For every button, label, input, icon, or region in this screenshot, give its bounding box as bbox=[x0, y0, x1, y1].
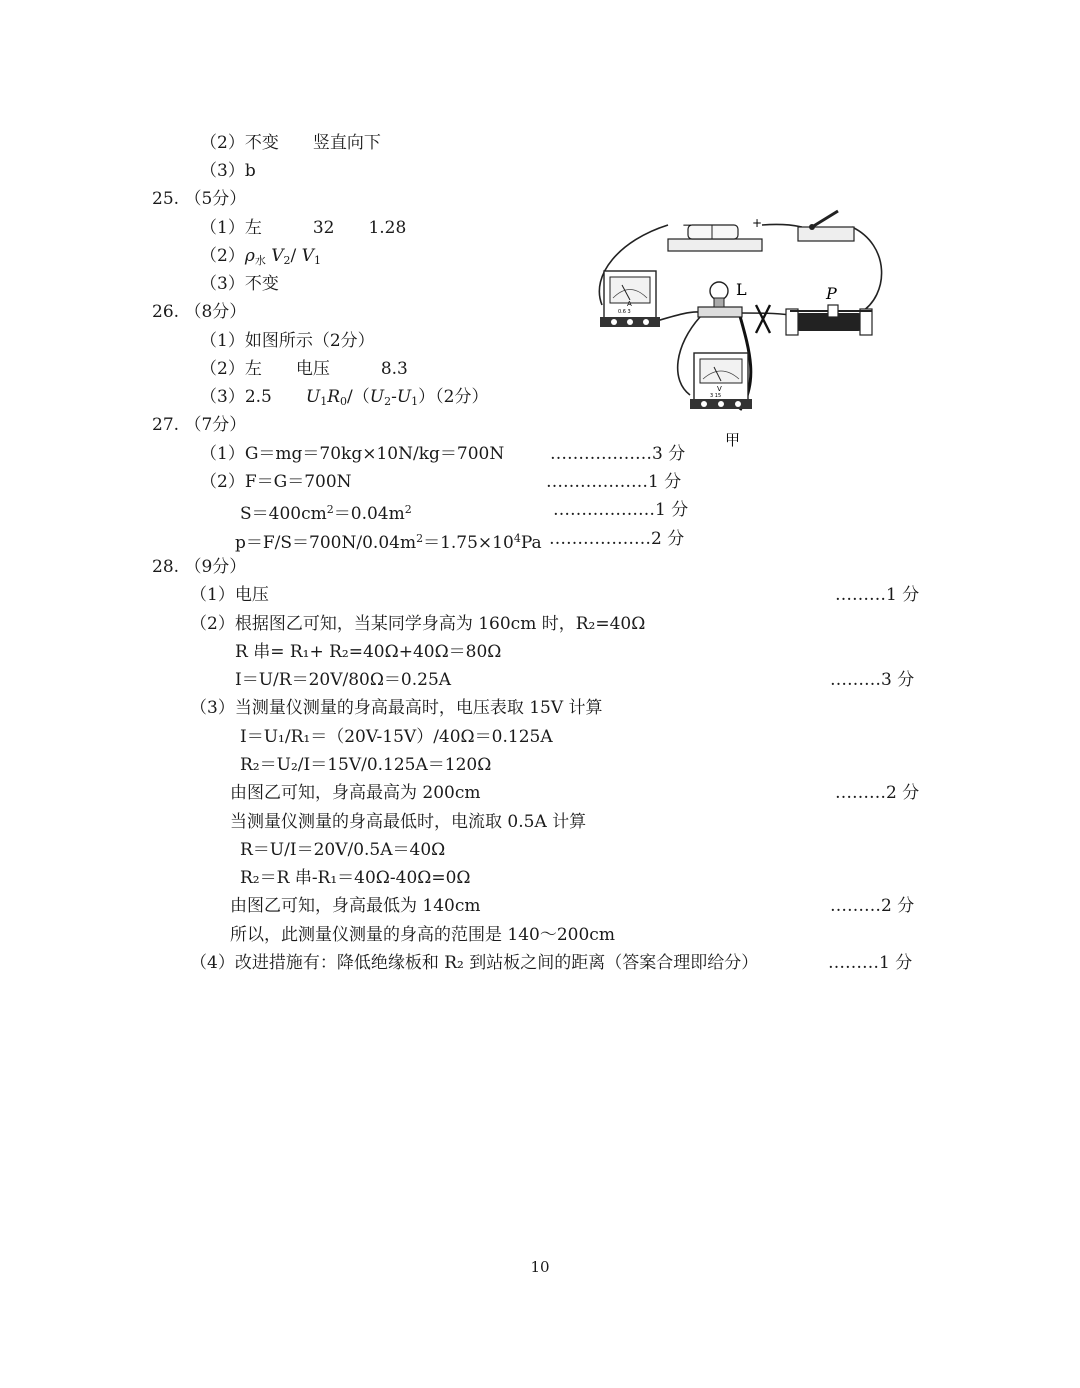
q26-part1: （1）如图所示（2分） bbox=[200, 331, 375, 351]
q26-part3: （3）2.5 $U_1R_0/(U_2-U_1)(2$分） bbox=[200, 387, 489, 408]
q25-part3: （3）不变 bbox=[200, 274, 279, 294]
q28-line12: 由图乙可知，身高最低为 140cm bbox=[230, 896, 481, 916]
ammeter-letter: A bbox=[627, 300, 632, 308]
voltmeter-letter: V bbox=[717, 385, 722, 393]
q28-line6: I＝U₁/R₁＝（20V-15V）/40Ω＝0.125A bbox=[240, 727, 553, 747]
q25-part2: $(2)\rho_水$ $V_2/$ $V_1$ bbox=[200, 246, 321, 267]
q28-line4-points: ………3 分 bbox=[830, 670, 915, 690]
figure-caption: 甲 bbox=[725, 431, 741, 449]
q28-line9: 当测量仪测量的身高最低时，电流取 0.5A 计算 bbox=[230, 812, 587, 832]
cross-mark bbox=[756, 305, 770, 333]
voltmeter-ticks: 3 15 bbox=[710, 393, 722, 399]
ammeter bbox=[600, 271, 660, 327]
battery-plus-label: + bbox=[752, 216, 763, 230]
q28-line1: （1）电压 bbox=[190, 585, 269, 605]
q28-line12-points: ………2 分 bbox=[830, 896, 915, 916]
q27-pressure-points: ………………2 分 bbox=[549, 529, 685, 549]
q27-pressure: $p=F/S=700N/0.04m^2=1.75\times 10^4Pa$ bbox=[235, 532, 542, 553]
q28-line8: 由图乙可知，身高最高为 200cm bbox=[230, 783, 481, 803]
page-number: 10 bbox=[530, 1258, 550, 1276]
ammeter-ticks: 0.6 3 bbox=[618, 309, 631, 315]
bulb bbox=[698, 280, 747, 317]
q28-line14: （4）改进措施有：降低绝缘板和 R₂ 到站板之间的距离（答案合理即给分） bbox=[190, 953, 759, 973]
q28-line7: R₂＝U₂/I＝15V/0.125A＝120Ω bbox=[240, 755, 492, 775]
q27-part1-points: ………………3 分 bbox=[550, 444, 686, 464]
q24-part2: （2）不变 竖直向下 bbox=[200, 133, 381, 153]
circuit-diagram bbox=[590, 205, 890, 455]
battery-minus-label: − bbox=[682, 218, 693, 232]
q28-header: 28. （9分） bbox=[152, 557, 247, 577]
slider-label: P bbox=[826, 284, 837, 303]
q25-header: 25. （5分） bbox=[152, 189, 247, 209]
q28-line4: I＝U/R＝20V/80Ω＝0.25A bbox=[235, 670, 452, 690]
q28-line14-points: ………1 分 bbox=[828, 953, 913, 973]
rheostat bbox=[786, 284, 872, 335]
q28-line3: R 串= R₁+ R₂=40Ω+40Ω＝80Ω bbox=[235, 642, 502, 662]
q28-line11: R₂＝R 串-R₁＝40Ω-40Ω=0Ω bbox=[240, 868, 471, 888]
switch bbox=[798, 211, 854, 241]
q27-area: $S=400cm^2=0.04m^2$ bbox=[240, 503, 412, 524]
q28-line2: （2）根据图乙可知，当某同学身高为 160cm 时，R₂=40Ω bbox=[190, 614, 646, 634]
q28-line5: （3）当测量仪测量的身高最高时，电压表取 15V 计算 bbox=[190, 698, 603, 718]
battery bbox=[668, 216, 762, 251]
q25-part1: （1）左 32 1.28 bbox=[200, 218, 407, 238]
q27-area-points: ………………1 分 bbox=[553, 500, 689, 520]
bulb-label: L bbox=[736, 280, 747, 299]
q28-line8-points: ………2 分 bbox=[835, 783, 920, 803]
q27-part2-points: ………………1 分 bbox=[546, 472, 682, 492]
q24-part3: （3）b bbox=[200, 161, 256, 181]
q26-header: 26. （8分） bbox=[152, 302, 247, 322]
q28-line10: R＝U/I＝20V/0.5A＝40Ω bbox=[240, 840, 446, 860]
q28-line13: 所以，此测量仪测量的身高的范围是 140～200cm bbox=[230, 925, 615, 945]
q26-part2: （2）左 电压 8.3 bbox=[200, 359, 408, 379]
q27-part1: （1）G＝mg＝70kg×10N/kg＝700N bbox=[200, 444, 505, 464]
q27-part2: （2）F＝G＝700N bbox=[200, 472, 352, 492]
voltmeter bbox=[690, 353, 752, 409]
q27-header: 27. （7分） bbox=[152, 415, 247, 435]
q28-line1-points: ………1 分 bbox=[835, 585, 920, 605]
